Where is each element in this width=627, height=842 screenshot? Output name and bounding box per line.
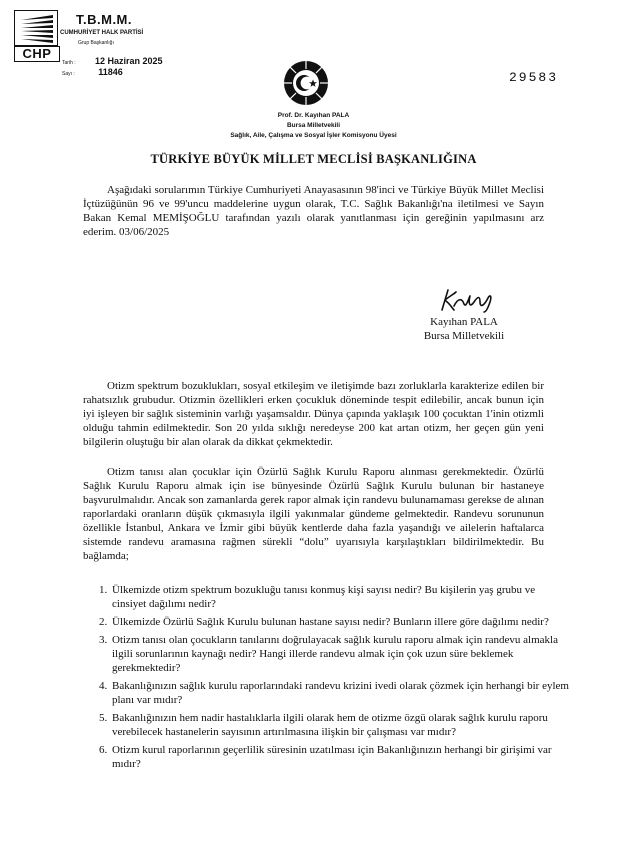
sender-committee: Sağlık, Aile, Çalışma ve Sosyal İşler Komisyonu Üyesi	[230, 132, 397, 139]
number-label: Sayı :	[62, 71, 75, 77]
chp-logo-text: CHP	[14, 46, 60, 62]
document-title: TÜRKİYE BÜYÜK MİLLET MECLİSİ BAŞKANLIĞINA	[150, 152, 477, 166]
org-title: T.B.M.M.	[76, 12, 132, 27]
date-row	[62, 56, 163, 66]
document-number: 29583	[509, 70, 559, 85]
tbmm-emblem-icon	[283, 60, 329, 106]
question-item: 3. Otizm tanısı olan çocukların tanılarını doğrulayacak sağlık kurulu raporu almak için randevu almakla ilgili sorunlarının kaynağı nedir? Hangi illerde randevu almak için çok uzun süre beklemek gerekmektedir?	[110, 633, 571, 675]
question-item: 5. Bakanlığınızın hem nadir hastalıklarla ilgili olarak hem de otizme özgü olarak sağlık kurulu raporu verebilecek hastanelerin sayısının artırılmasına ilişkin bir çalışması var mıdır?	[110, 711, 571, 739]
sender-role: Bursa Milletvekili	[286, 122, 341, 129]
handwritten-signature	[436, 286, 508, 314]
question-item: 6. Otizm kurul raporlarının geçerlilik süresinin uzatılması için Bakanlığınızın herhangi bir girişimi var mıdır?	[110, 743, 571, 771]
party-name: CUMHURİYET HALK PARTİSİ	[60, 30, 144, 36]
body-paragraph-1: Otizm spektrum bozuklukları, sosyal etkileşim ve iletişimde bazı zorluklarla karakterize edilen bir rahatsızlık grubudur. Otizmin özellikleri erken çocukluk döneminde tespit edilebilir, ancak bunun için iyi işleyen bir sağlık sisteminin varlığı yaşamsaldır. Dünya çapında yaklaşık 100 çocuktan 1'inin otizmli olduğu tahmin edilmektedir. Son 20 yılda sıklığı neredeyse 200 kat artan otizm, her geçen gün yeni bilgilerin oluştuğu bir alan olarak da dikkat çekmektedir.	[83, 380, 544, 448]
number-row	[62, 67, 123, 77]
six-arrows-icon	[14, 10, 58, 46]
sender-name: Prof. Dr. Kayıhan PALA	[277, 112, 350, 119]
sender-block	[150, 111, 477, 141]
intro-paragraph: Aşağıdaki sorularımın Türkiye Cumhuriyeti Anayasasının 98'inci ve Türkiye Büyük Millet Meclisi İçtüzüğünün 96 ve 99'uncu maddelerine uygun olarak, T.C. Sağlık Bakanlığı'na iletilmesi ve Sayın Bakan Kemal MEMİŞOĞLU tarafından yazılı olarak yanıtlanması için gereğinin yapılmasını arz ederim. 03/06/2025	[83, 184, 544, 238]
signatory-block	[400, 315, 528, 343]
chp-logo	[14, 10, 58, 62]
body-paragraph-2: Otizm tanısı alan çocuklar için Özürlü Sağlık Kurulu Raporu alınması gerekmektedir. Özürlü Sağlık Kurulu Raporu almak için ise bünyesinde Özürlü Sağlık Kurulu bulunan bir hastaneye başvurulmalıdır. Ancak son zamanlarda gerek rapor almak için randevu bulunamaması gerekse de alınan raporlardaki oranların düşük çıkmasıyla ilgili yakınmalar gündeme gelmektedir. Randevu sorununun özellikle İstanbul, Ankara ve İzmir gibi büyük kentlerde daha fazla yaşandığı ve ailelerin haftalarca sistemde randevu aramasına rağmen sürekli “dolu” uyarısıyla karşılaştıkları bildirilmektedir. Bu bağlamda;	[83, 466, 544, 562]
questions-list	[83, 583, 571, 775]
question-item: 1. Ülkemizde otizm spektrum bozukluğu tanısı konmuş kişi sayısı nedir? Bu kişilerin yaş grubu ve cinsiyet dağılımı nedir?	[110, 583, 571, 611]
group-office: Grup Başkanlığı	[78, 40, 114, 46]
date-value: 12 Haziran 2025	[95, 56, 163, 66]
number-value: 11846	[98, 67, 123, 77]
question-item: 2. Ülkemizde Özürlü Sağlık Kurulu bulunan hastane sayısı nedir? Bunların illere göre dağılımı nedir?	[110, 615, 571, 629]
signatory-role: Bursa Milletvekili	[423, 330, 505, 342]
date-label: Tarih :	[62, 60, 76, 66]
signatory-name: Kayıhan PALA	[430, 316, 498, 328]
question-item: 4. Bakanlığınızın sağlık kurulu raporlarındaki randevu krizini ivedi olarak çözmek için herhangi bir eylem planı var mıdır?	[110, 679, 571, 707]
